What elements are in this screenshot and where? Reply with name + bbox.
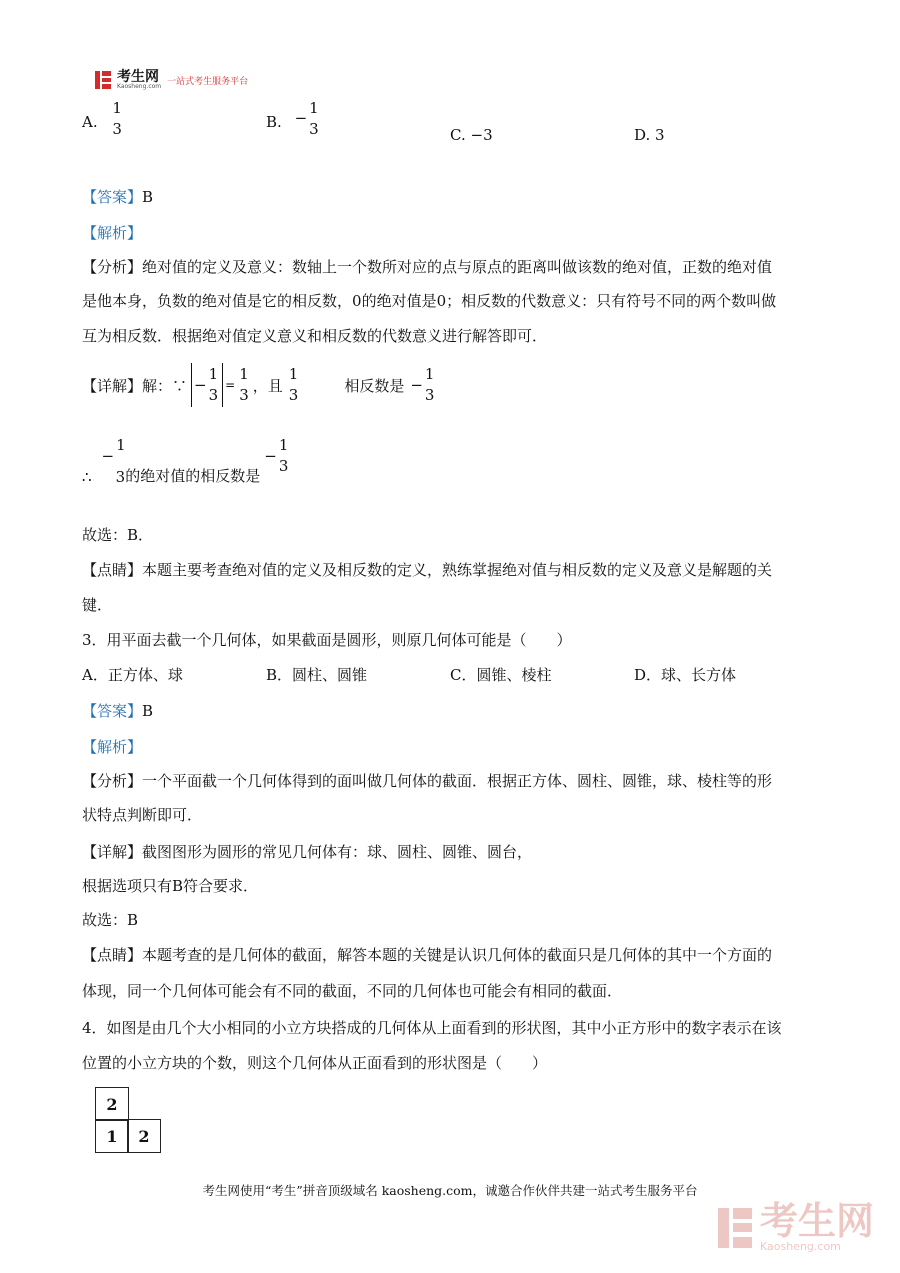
grid-cell-top-left: 2 [95,1087,129,1121]
watermark-sub: Kaosheng.com [759,1240,841,1253]
q3-comment-line1: 【点睛】本题考查的是几何体的截面，解答本题的关键是认识几何体的截面只是几何体的其中一个方面的 [82,946,773,964]
watermark-text: 考生网 [759,1199,874,1243]
q3-option-b: B．圆柱、圆锥 [266,666,368,684]
q4-stem-line1: 4．如图是由几个大小相同的小立方块搭成的几何体从上面看到的形状图，其中小正方形中的数字表示在该 [82,1019,782,1037]
q2-detail-line: 【详解】 解：∵ − 1 3 = 1 3 ，且 1 3 相反数是 − 1 3 [82,362,436,408]
q3-detail-line2: 根据选项只有B符合要求． [82,877,259,895]
q4-stem-line2: 位置的小立方块的个数，则这个几何体从正面看到的形状图是（ ） [82,1054,548,1072]
q3-option-d: D．球、长方体 [634,666,737,684]
option-b: B. − 1 3 [266,99,319,138]
q2-fenxi-line3: 互为相反数．根据绝对值定义意义和相反数的代数意义进行解答即可． [82,327,548,345]
q3-analysis-tag: 【解析】 [82,738,143,756]
q3-comment-line2: 体现，同一个几何体可能会有不同的截面，不同的几何体也可能会有相同的截面． [82,982,623,1000]
grid-cell-bottom-right: 2 [127,1119,161,1153]
q2-fenxi-line2: 是他本身，负数的绝对值是它的相反数，0的绝对值是0；相反数的代数意义：只有符号不同的两个数叫做 [82,292,777,310]
option-c: C. −3 [450,126,493,144]
q2-choose: 故选：B． [82,526,154,544]
q2-comment-line2: 键． [82,596,113,614]
q3-option-c: C．圆锥、棱柱 [450,666,552,684]
logo-brand: 考生网 Kaosheng.com [117,69,162,90]
option-a: A. 1 3 [82,99,122,138]
grid-cell-bottom-left: 1 [95,1119,129,1153]
q3-fenxi-line2: 状特点判断即可． [82,806,203,824]
logo-icon [95,71,111,89]
watermark [718,1199,874,1253]
q2-comment-line1: 【点睛】本题主要考查绝对值的定义及相反数的定义，熟练掌握绝对值与相反数的定义及意义是解题的关 [82,561,773,579]
logo-slogan: 一站式考生服务平台 [167,76,249,87]
q3-answer: 【答案】B [82,702,154,720]
q3-option-a: A．正方体、球 [82,666,183,684]
q3-detail-line1: 【详解】截图图形为圆形的常见几何体有：球、圆柱、圆锥、圆台， [82,843,533,861]
q2-analysis-tag: 【解析】 [82,224,143,242]
q2-therefore-line: ∴ − 1 3 的绝对值的相反数是 − 1 3 [82,436,289,486]
site-logo [95,70,248,90]
watermark-logo-icon [718,1208,752,1248]
option-d: D. 3 [634,126,665,144]
q3-choose: 故选：B [82,911,139,929]
page-footer: 考生网使用“考生”拼音顶级域名 kaosheng.com，诚邀合作伙伴共建一站式考生服务平台 [202,1183,698,1198]
q2-answer: 【答案】B [82,188,154,206]
q3-stem: 3．用平面去截一个几何体，如果截面是圆形，则原几何体可能是（ ） [82,631,572,649]
abs-expression: − 1 3 [191,363,223,407]
q3-fenxi-line1: 【分析】一个平面截一个几何体得到的面叫做几何体的截面．根据正方体、圆柱、圆锥，球、棱柱等的形 [82,772,773,790]
q2-fenxi-line1: 【分析】绝对值的定义及意义：数轴上一个数所对应的点与原点的距离叫做该数的绝对值，正数的绝对值 [82,258,773,276]
